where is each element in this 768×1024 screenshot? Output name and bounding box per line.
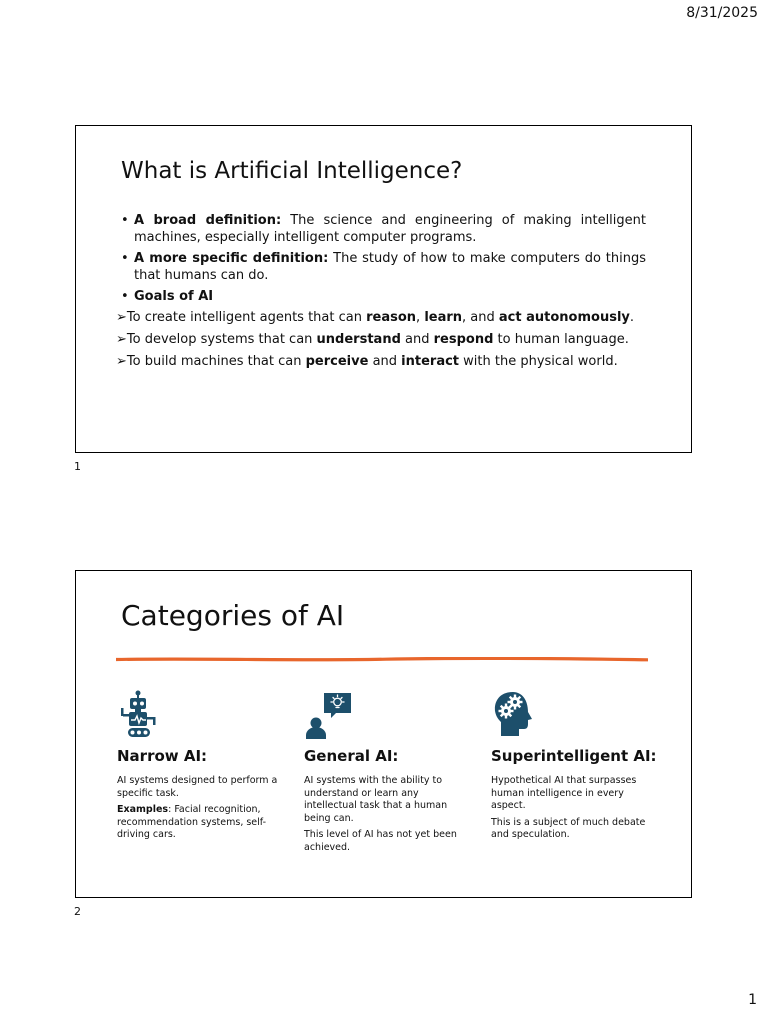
category-note: This level of AI has not yet been achieved.	[304, 829, 457, 853]
category-note: This is a subject of much debate and speculation.	[491, 816, 646, 841]
slide-body	[116, 212, 646, 375]
page-number: 1	[748, 992, 757, 1008]
category-description: AI systems designed to perform a specific task.	[117, 775, 278, 799]
slide-2	[75, 570, 692, 898]
slide-number: 2	[74, 905, 81, 918]
category-description: Hypothetical AI that surpasses human intelligence in every aspect.	[491, 775, 637, 812]
bullet-label: A broad definition:	[134, 213, 282, 228]
bullet-text: The study of how to make computers do things that humans can do.	[134, 251, 646, 283]
bullet-dot-icon: •	[121, 251, 129, 266]
bullet-label: A more specific definition:	[134, 251, 329, 266]
bullet-dot-icon: •	[121, 289, 129, 304]
arrow-bullet-icon: ➢	[116, 332, 127, 347]
goal-item: ➢To develop systems that can understand and respond to human language.	[116, 332, 629, 347]
accent-divider	[116, 657, 648, 662]
goal-item: ➢To create intelligent agents that can reason, learn, and act autonomously.	[116, 310, 635, 325]
person-idea-icon	[304, 689, 352, 739]
category-heading: Narrow AI:	[117, 747, 208, 765]
slide-number: 1	[74, 460, 81, 473]
bullet-dot-icon: •	[121, 213, 129, 228]
head-gears-icon	[491, 689, 539, 739]
category-heading: General AI:	[304, 747, 399, 765]
bullet-label: Goals of AI	[134, 289, 214, 304]
arrow-bullet-icon: ➢	[116, 354, 127, 369]
category-description: AI systems with the ability to understand or learn any intellectual task that a human being can.	[304, 775, 448, 824]
category-general-ai	[304, 689, 474, 859]
arrow-bullet-icon: ➢	[116, 310, 127, 325]
goal-item: ➢To build machines that can perceive and interact with the physical world.	[116, 354, 618, 369]
category-narrow-ai	[117, 689, 287, 846]
bullet-item	[121, 212, 646, 246]
bullet-item	[121, 288, 646, 305]
slide-title: Categories of AI	[121, 599, 345, 632]
category-heading: Superintelligent AI:	[491, 747, 657, 765]
bullet-text: The science and engineering of making intelligent machines, especially intelligent computer programs.	[134, 213, 646, 245]
slide-title: What is Artificial Intelligence?	[121, 158, 463, 184]
bullet-item	[121, 250, 646, 284]
print-date: 8/31/2025	[686, 5, 758, 21]
category-examples: Examples: Facial recognition, recommendation systems, self-driving cars.	[117, 804, 267, 841]
slide-1	[75, 125, 692, 453]
robot-icon	[117, 689, 165, 739]
category-superintelligent-ai	[491, 689, 661, 846]
